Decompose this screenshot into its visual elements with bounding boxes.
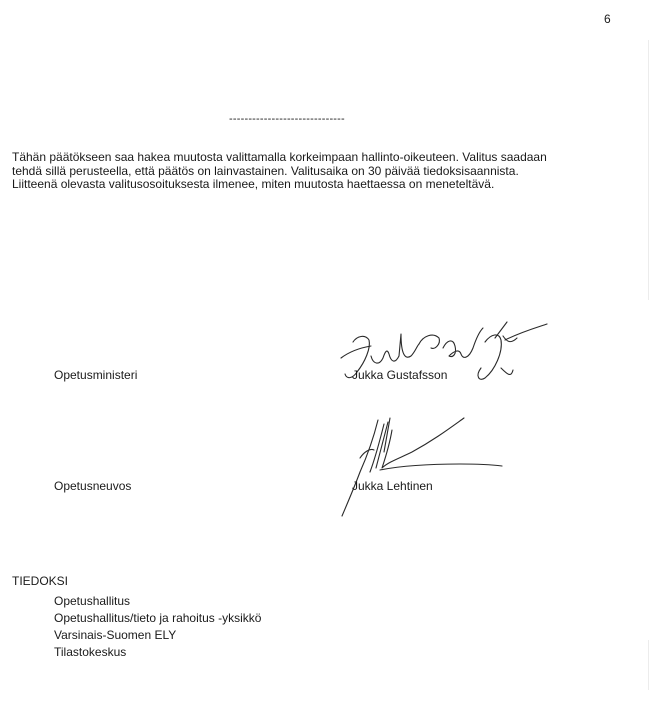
signer-title-minister: Opetusministeri	[54, 368, 138, 382]
scan-edge-mark	[648, 640, 649, 690]
handwritten-signature-gustafsson	[335, 318, 550, 398]
appeal-instructions	[12, 151, 612, 192]
cc-recipient: Opetushallitus/tieto ja rahoitus -yksikkö	[54, 611, 262, 625]
signer-name-counsellor: Jukka Lehtinen	[352, 479, 433, 493]
cc-recipient: Varsinais-Suomen ELY	[54, 628, 177, 642]
cc-recipient: Tilastokeskus	[54, 645, 127, 659]
signer-title-counsellor: Opetusneuvos	[54, 479, 132, 493]
cc-recipient: Opetushallitus	[54, 594, 131, 608]
appeal-line: tehdä sillä perusteella, että päätös on lainvastainen. Valitusaika on 30 päivää tiedoksisaannista.	[12, 163, 519, 178]
appeal-line: Liitteenä olevasta valitusosoituksesta ilmenee, miten muutosta haettaessa on meneteltävä.	[12, 177, 495, 191]
page-number: 6	[604, 12, 611, 26]
signer-name-minister: Jukka Gustafsson	[352, 368, 448, 382]
scan-edge-mark	[648, 40, 649, 300]
separator-line: ------------------------------	[229, 113, 345, 125]
appeal-line: Tähän päätökseen saa hakea muutosta valittamalla korkeimpaan hallinto-oikeuteen. Valitus saadaan	[12, 150, 547, 164]
cc-heading: TIEDOKSI	[12, 574, 69, 588]
handwritten-signature-lehtinen	[330, 412, 510, 522]
cc-recipient-list	[54, 593, 261, 661]
